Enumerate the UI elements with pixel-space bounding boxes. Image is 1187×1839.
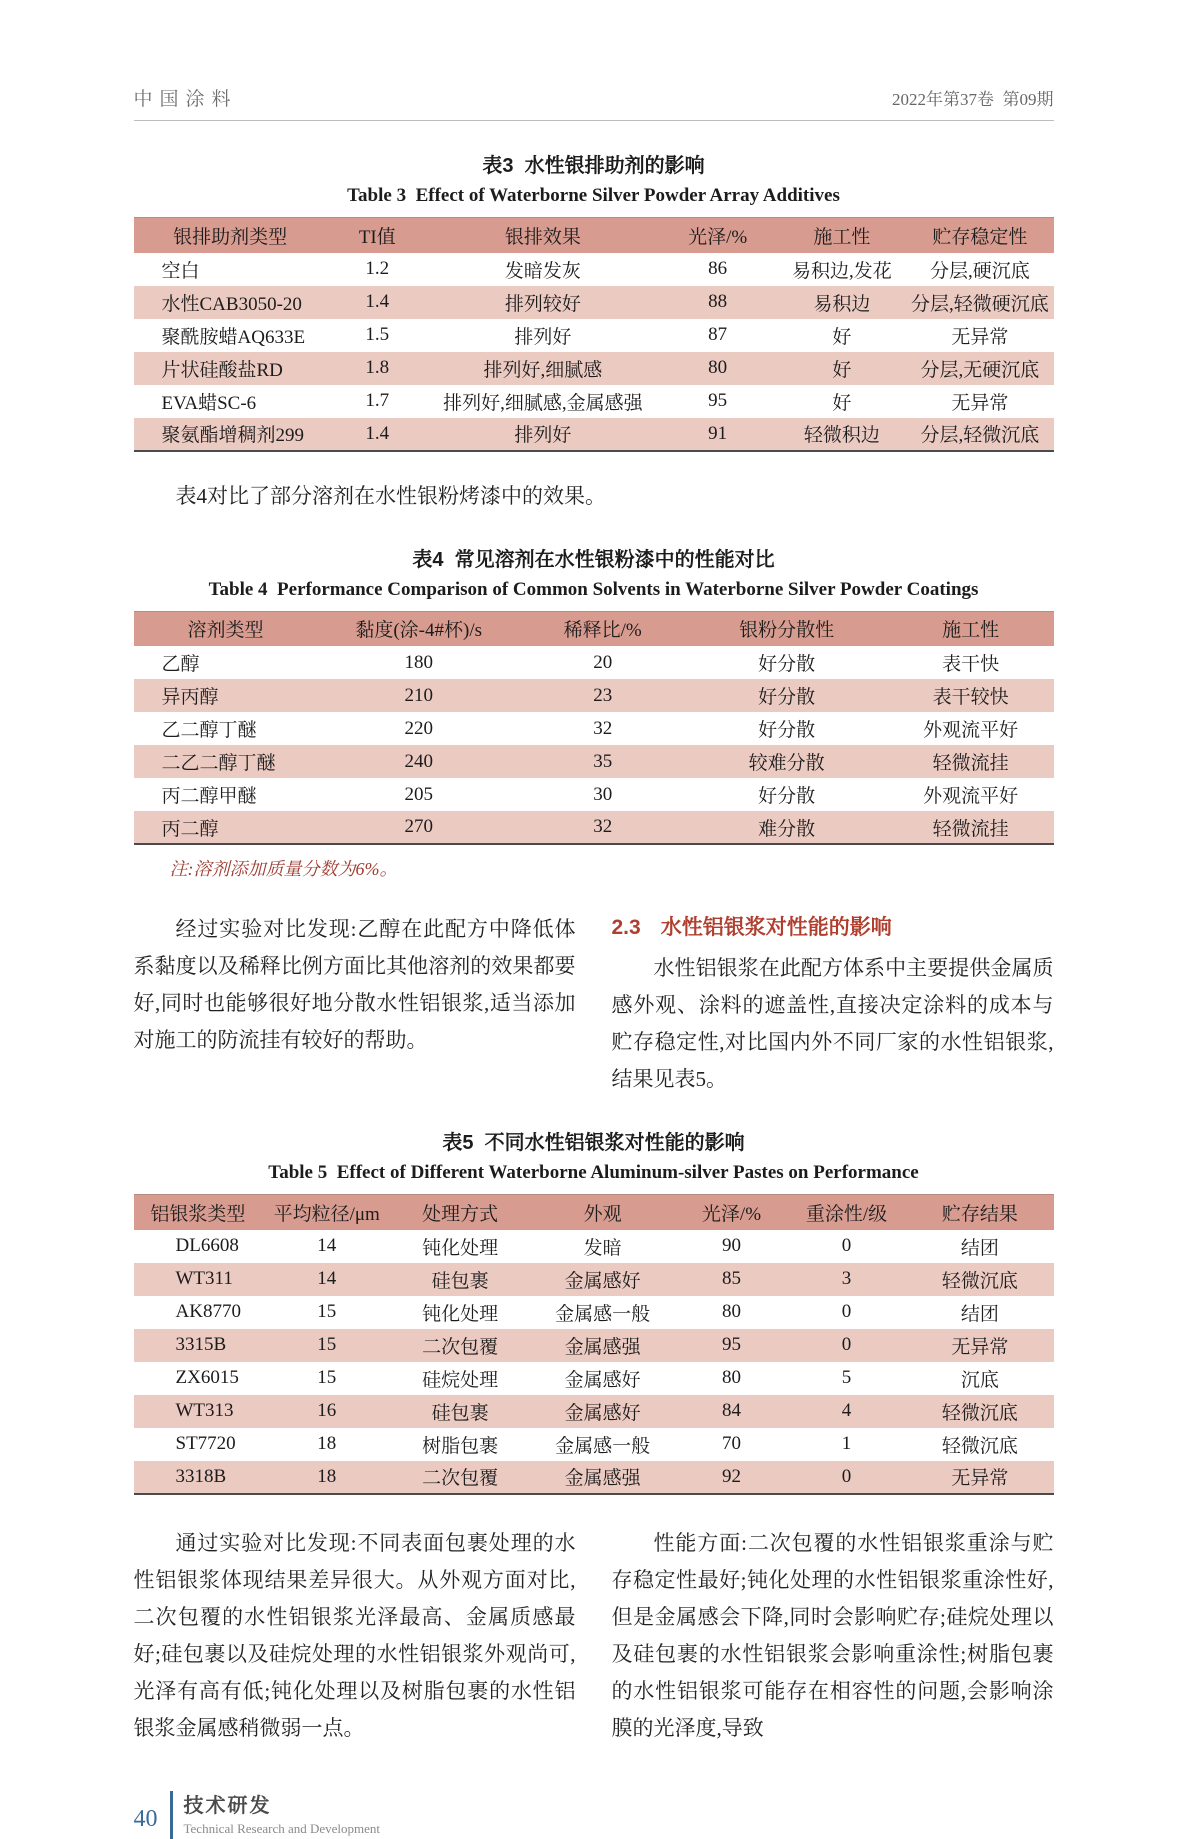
column-header: 贮存结果 <box>906 1195 1053 1230</box>
left-column <box>134 1525 576 1747</box>
table4-caption-zh: 表4 常见溶剂在水性银粉漆中的性能对比 <box>412 548 775 571</box>
table3-header-row <box>134 218 1054 253</box>
table-cell: 80 <box>721 1301 741 1322</box>
table-cell: 较难分散 <box>685 745 887 778</box>
table-cell: 1.5 <box>365 324 390 345</box>
table-row <box>134 1329 1054 1362</box>
footer-section-zh: 技术研发 <box>183 1795 272 1817</box>
table-cell: 空白 <box>161 260 200 282</box>
table-cell: 0 <box>841 1301 852 1322</box>
table-cell: ST7720 <box>175 1433 236 1454</box>
table-cell: 1.7 <box>365 390 390 411</box>
table-row <box>134 1461 1054 1494</box>
table-cell: 70 <box>721 1433 741 1454</box>
table-cell: 金属感一般 <box>555 1303 651 1325</box>
table-cell: 95 <box>676 1329 786 1362</box>
table-cell: 片状硅酸盐RD <box>134 352 327 385</box>
table-cell: 排列好 <box>514 326 572 348</box>
table-cell: 分层,轻微沉底 <box>906 418 1053 451</box>
table-row <box>134 1362 1054 1395</box>
column-header: 光泽/% <box>676 1195 786 1230</box>
table-cell: 二次包覆 <box>391 1329 529 1362</box>
table-cell: 二次包覆 <box>391 1461 529 1494</box>
table-row <box>134 646 1054 679</box>
table4-block <box>134 543 1054 882</box>
table-cell: 210 <box>318 679 520 712</box>
table-row <box>134 1230 1054 1263</box>
paragraph-paste-appearance: 通过实验对比发现:不同表面包裹处理的水性铝银浆体现结果差异很大。从外观方面对比,二次包覆的水性铝银浆光泽最高、金属质感最好;硅包裹以及硅烷处理的水性铝银浆外观尚可,光泽有高有低;钝化处理以及树脂包裹的水性铝银浆金属感稍微弱一点。 <box>133 1530 576 1740</box>
table-row <box>134 1428 1054 1461</box>
issue-info: 2022年第37卷 第09期 <box>892 90 1054 109</box>
table5-caption-en: Table 5 Effect of Different Waterborne Aluminum-silver Pastes on Performance <box>268 1162 919 1183</box>
column-header: 外观 <box>529 1195 676 1230</box>
table-cell: 外观流平好 <box>923 786 1019 807</box>
table-cell: 排列较好 <box>428 286 658 319</box>
table-cell: 排列好 <box>428 418 658 451</box>
table-cell: 91 <box>658 418 778 451</box>
table-cell: 好分散 <box>685 679 887 712</box>
table-cell: 好 <box>832 326 852 348</box>
table-cell: 丙二醇甲醚 <box>161 786 257 807</box>
table-cell: 84 <box>676 1395 786 1428</box>
table-cell: 结团 <box>960 1303 999 1325</box>
text-columns-upper <box>134 911 1054 1098</box>
table-cell: 钝化处理 <box>422 1303 499 1325</box>
table-cell: 240 <box>318 745 520 778</box>
table-cell: 硅包裹 <box>391 1395 529 1428</box>
paragraph-table4-intro: 表4对比了部分溶剂在水性银粉烤漆中的效果。 <box>175 483 606 508</box>
table-row <box>134 1395 1054 1428</box>
table-cell: 14 <box>317 1235 337 1256</box>
table-cell: 16 <box>262 1395 391 1428</box>
table-cell: 钝化处理 <box>422 1237 499 1259</box>
table3-caption-en: Table 3 Effect of Waterborne Silver Powder Array Additives <box>347 185 840 206</box>
table5-body <box>134 1230 1054 1494</box>
table-row <box>134 319 1054 352</box>
table4-body <box>134 646 1054 844</box>
table-cell: 86 <box>708 258 728 279</box>
table-cell: 好分散 <box>758 654 816 675</box>
table-cell: 15 <box>317 1367 337 1388</box>
table4-caption-en: Table 4 Performance Comparison of Common Solvents in Waterborne Silver Powder Coatings <box>208 578 979 600</box>
table-cell: 金属感好 <box>564 1369 641 1391</box>
table-cell: 无异常 <box>906 1461 1053 1494</box>
table-row <box>134 253 1054 286</box>
table-cell: 270 <box>318 811 520 844</box>
table-row <box>134 712 1054 745</box>
table5-header-row <box>134 1195 1054 1230</box>
column-header: 处理方式 <box>391 1195 529 1230</box>
table-row <box>134 418 1054 451</box>
table-cell: 0 <box>787 1461 907 1494</box>
table-cell: 表干较快 <box>888 679 1054 712</box>
table-cell: 金属感一般 <box>555 1435 651 1457</box>
column-header: 银粉分散性 <box>685 611 887 646</box>
column-header: 银排效果 <box>428 218 658 253</box>
table-row <box>134 679 1054 712</box>
section-2-3-heading <box>612 913 1054 943</box>
column-header: 平均粒径/μm <box>262 1195 391 1230</box>
left-column <box>134 911 576 1098</box>
text-columns-lower <box>134 1525 1054 1747</box>
table4-header-row <box>134 611 1054 646</box>
table-cell: 金属感强 <box>529 1329 676 1362</box>
table-cell: 发暗 <box>583 1237 622 1259</box>
table-row <box>134 286 1054 319</box>
table-cell: 乙二醇丁醚 <box>161 720 257 741</box>
page-header <box>134 84 1054 121</box>
table-cell: 14 <box>262 1263 391 1296</box>
table-cell: 水性CAB3050-20 <box>134 286 327 319</box>
journal-name: 中国涂料 <box>133 89 238 110</box>
table-cell: 沉底 <box>960 1369 999 1391</box>
table-cell: 无异常 <box>951 392 1009 414</box>
table-cell: 金属感好 <box>529 1395 676 1428</box>
table-row <box>134 352 1054 385</box>
table-cell: DL6608 <box>175 1235 239 1256</box>
table-cell: 轻微沉底 <box>906 1263 1053 1296</box>
right-column <box>612 911 1054 1098</box>
table-cell: 好 <box>832 392 852 414</box>
table-cell: 87 <box>708 324 728 345</box>
table-cell: 1.8 <box>327 352 428 385</box>
column-header: 贮存稳定性 <box>906 218 1053 253</box>
table-cell: WT313 <box>134 1395 263 1428</box>
table-cell: 80 <box>658 352 778 385</box>
table-cell: 3315B <box>134 1329 263 1362</box>
table-cell: 树脂包裹 <box>422 1435 499 1457</box>
table-cell: 排列好,细腻感 <box>428 352 658 385</box>
table-row <box>134 811 1054 844</box>
paragraph-section-2-3: 水性铝银浆在此配方体系中主要提供金属质感外观、涂料的遮盖性,直接决定涂料的成本与贮存稳定性,对比国内外不同厂家的水性铝银浆,结果见表5。 <box>611 956 1054 1091</box>
table-row <box>134 1296 1054 1329</box>
table-cell: 3 <box>787 1263 907 1296</box>
table-cell: 二乙二醇丁醚 <box>134 745 318 778</box>
column-header: 施工性 <box>777 218 906 253</box>
table-cell: 88 <box>658 286 778 319</box>
table-cell: 1.4 <box>327 286 428 319</box>
table-cell: 好 <box>777 352 906 385</box>
table-row <box>134 745 1054 778</box>
table-cell: 轻微沉底 <box>941 1435 1018 1457</box>
table-cell: 3318B <box>134 1461 263 1494</box>
table-cell: 18 <box>262 1461 391 1494</box>
table-cell: 金属感强 <box>529 1461 676 1494</box>
table-cell: EVA蜡SC-6 <box>161 392 257 414</box>
table-cell: 15 <box>262 1329 391 1362</box>
table3-block <box>134 149 1054 452</box>
table-cell: 金属感好 <box>529 1263 676 1296</box>
table-cell: 分层,轻微硬沉底 <box>906 286 1053 319</box>
column-header: 银排助剂类型 <box>134 218 327 253</box>
table-cell: 18 <box>317 1433 337 1454</box>
table-cell: 排列好,细腻感,金属感强 <box>443 392 643 414</box>
table-cell: 轻微流挂 <box>888 745 1054 778</box>
table-cell: 20 <box>593 651 613 673</box>
table-cell: 30 <box>593 783 613 805</box>
table-cell: 硅包裹 <box>391 1263 529 1296</box>
table-cell: 0 <box>841 1235 852 1256</box>
table-cell: 聚酰胺蜡AQ633E <box>161 326 306 348</box>
column-header: 施工性 <box>888 611 1054 646</box>
table-cell: 易积边,发花 <box>791 260 892 282</box>
column-header: 铝银浆类型 <box>134 1195 263 1230</box>
table-cell: WT311 <box>134 1263 263 1296</box>
table-cell: 结团 <box>960 1237 999 1259</box>
column-header: 溶剂类型 <box>134 611 318 646</box>
table-cell: 好分散 <box>758 720 816 741</box>
table-cell: 205 <box>404 783 433 805</box>
table-cell: 180 <box>404 651 433 673</box>
table-cell: 异丙醇 <box>134 679 318 712</box>
table-cell: 92 <box>676 1461 786 1494</box>
table-cell: 分层,硬沉底 <box>930 260 1030 282</box>
section-number: 2.3 <box>611 916 641 939</box>
table-cell: 轻微沉底 <box>906 1395 1053 1428</box>
table4-note: 注:溶剂添加质量分数为6%。 <box>169 859 398 879</box>
paragraph-paste-performance: 性能方面:二次包覆的水性铝银浆重涂与贮存稳定性最好;钝化处理的水性铝银浆重涂性好,但是金属感会下降,同时会影响贮存;硅烷处理以及硅包裹的水性铝银浆会影响重涂性;树脂包裹的水性铝银浆可能存在相容性的问题,会影响涂膜的光泽度,导致 <box>611 1530 1054 1740</box>
table-cell: 32 <box>520 811 686 844</box>
footer-section <box>184 1792 381 1837</box>
table-cell: 硅烷处理 <box>422 1369 499 1391</box>
column-header: 黏度(涂-4#杯)/s <box>318 611 520 646</box>
page-footer <box>134 1791 1054 1839</box>
table3 <box>134 217 1054 452</box>
table5 <box>134 1194 1054 1495</box>
table-cell: 35 <box>520 745 686 778</box>
table-cell: 好分散 <box>758 786 816 807</box>
table-row <box>134 778 1054 811</box>
table-cell: AK8770 <box>175 1301 241 1322</box>
table-cell: 220 <box>404 717 433 739</box>
footer-section-en: Technical Research and Development <box>183 1821 381 1836</box>
table-cell: 1 <box>841 1433 852 1454</box>
table-cell: 轻微积边 <box>777 418 906 451</box>
table-cell: 轻微流挂 <box>888 811 1054 844</box>
column-header: 光泽/% <box>658 218 778 253</box>
table-cell: 23 <box>520 679 686 712</box>
table-cell: 丙二醇 <box>134 811 318 844</box>
column-header: 稀释比/% <box>520 611 686 646</box>
table-cell: 32 <box>593 717 613 739</box>
page <box>134 0 1054 1839</box>
table-cell: 难分散 <box>685 811 887 844</box>
table-cell: 无异常 <box>906 1329 1053 1362</box>
table-cell: 发暗发灰 <box>504 260 581 282</box>
column-header: TI值 <box>327 218 428 253</box>
section-title: 水性铝银浆对性能的影响 <box>660 916 892 939</box>
table-cell: 80 <box>721 1367 741 1388</box>
table-cell: 90 <box>721 1235 741 1256</box>
table-cell: 5 <box>841 1367 852 1388</box>
right-column <box>612 1525 1054 1747</box>
table-cell: 分层,无硬沉底 <box>906 352 1053 385</box>
table-cell: 95 <box>708 390 728 411</box>
column-header: 重涂性/级 <box>787 1195 907 1230</box>
table5-block <box>134 1126 1054 1495</box>
page-number: 40 <box>133 1806 158 1832</box>
paragraph-solvent-conclusion: 经过实验对比发现:乙醇在此配方中降低体系黏度以及稀释比例方面比其他溶剂的效果都要好,同时也能够很好地分散水性铝银浆,适当添加对施工的防流挂有较好的帮助。 <box>133 917 576 1052</box>
table-cell: 0 <box>787 1329 907 1362</box>
table-cell: 无异常 <box>951 326 1009 348</box>
table-cell: 15 <box>317 1301 337 1322</box>
table-cell: 易积边 <box>777 286 906 319</box>
table-row <box>134 1263 1054 1296</box>
table-cell: 1.4 <box>327 418 428 451</box>
footer-divider <box>170 1791 173 1839</box>
table-row <box>134 385 1054 418</box>
table3-body <box>134 253 1054 451</box>
table-cell: 表干快 <box>942 654 1000 675</box>
table-cell: 1.2 <box>365 258 390 279</box>
table3-caption-zh: 表3 水性银排助剂的影响 <box>482 155 705 177</box>
table5-caption-zh: 表5 不同水性铝银浆对性能的影响 <box>442 1132 745 1154</box>
table-cell: 85 <box>676 1263 786 1296</box>
table4 <box>134 611 1054 846</box>
table-cell: ZX6015 <box>175 1367 239 1388</box>
table-cell: 外观流平好 <box>923 720 1019 741</box>
table-cell: 4 <box>787 1395 907 1428</box>
table-cell: 聚氨酯增稠剂299 <box>134 418 327 451</box>
table-cell: 乙醇 <box>161 654 200 675</box>
